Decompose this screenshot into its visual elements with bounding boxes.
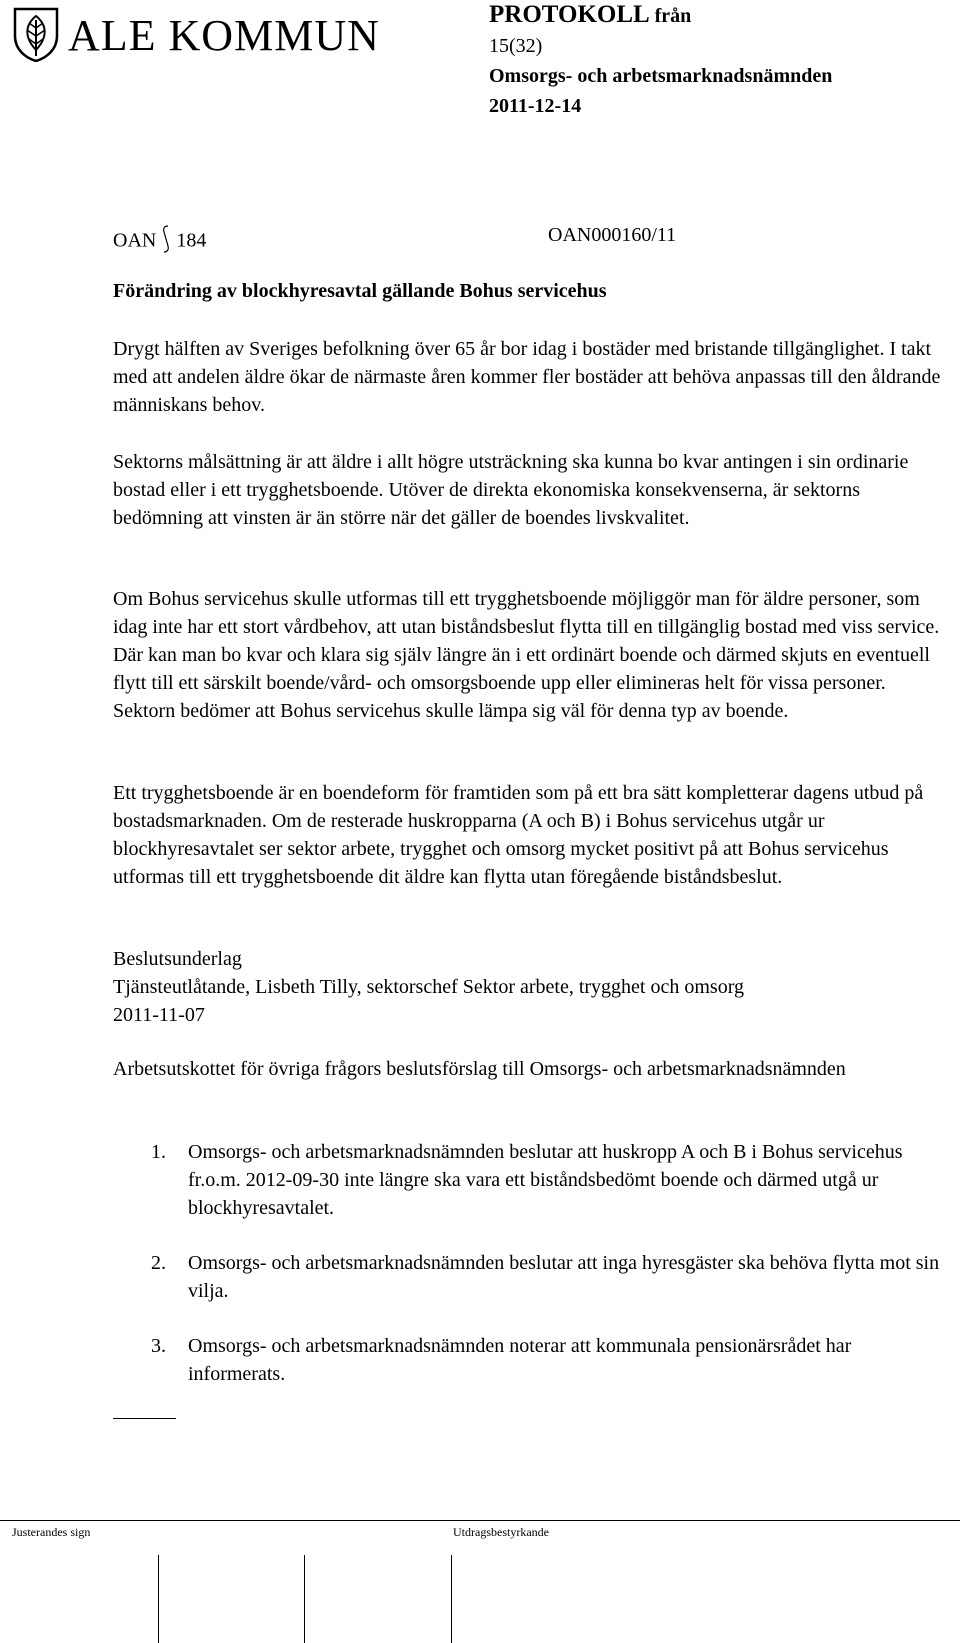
body-paragraph: Drygt hälften av Sveriges befolkning över 65 år bor idag i bostäder med bristande tillgänglighet. I takt med att andelen äldre ökar de närmaste åren kommer fler bostäder att behöva anpassas till den åldrande människans behov. (113, 338, 941, 416)
protocol-word: PROTOKOLL (489, 1, 649, 28)
paragraph-sign-icon (161, 224, 171, 260)
list-item (113, 1332, 943, 1388)
list-number: 1. (151, 1141, 166, 1163)
signature-box-divider (451, 1555, 452, 1643)
signature-box-divider (304, 1555, 305, 1643)
ref-prefix: OAN (113, 229, 157, 252)
list-number: 3. (151, 1335, 166, 1357)
diary-number: OAN000160/11 (548, 224, 677, 246)
leaf-shield-icon (12, 6, 60, 62)
proposal-intro: Arbetsutskottet för övriga frågors beslutsförslag till Omsorgs- och arbetsmarknadsnämnden (113, 1058, 846, 1080)
footer-rule (0, 1520, 960, 1521)
committee-name: Omsorgs- och arbetsmarknadsnämnden (489, 65, 833, 87)
meeting-date: 2011-12-14 (489, 95, 582, 117)
protocol-header (489, 0, 832, 121)
body-paragraph: Sektorns målsättning är att äldre i allt högre utsträckning ska kunna bo kvar antingen i sin ordinarie bostad eller i ett trygghetsboende. Utöver de direkta ekonomiska konsekvenserna, är sektorns bedömning att vinsten är än större när det gäller de boendes livskvalitet. (113, 451, 909, 529)
brand-name: ALE KOMMUN (68, 11, 380, 60)
basis-heading: Beslutsunderlag (113, 948, 242, 970)
list-number: 2. (151, 1252, 166, 1274)
case-title: Förändring av blockhyresavtal gällande Bohus servicehus (113, 280, 607, 302)
page-number: 15(32) (489, 35, 543, 57)
extract-label: Utdragsbestyrkande (453, 1525, 549, 1539)
basis-document-date: 2011-11-07 (113, 1004, 205, 1026)
case-reference (113, 224, 206, 260)
body-paragraph: Ett trygghetsboende är en boendeform för framtiden som på ett bra sätt kompletterar dagens utbud på bostadsmarknaden. Om de resterade huskropparna (A och B) i Bohus servicehus utgår ur blockhyresavtalet ser sektor arbete, trygghet och omsorg mycket positivt på att Bohus servicehus utformas till ett trygghetsboende dit äldre kan flytta utan föregående biståndsbeslut. (113, 782, 924, 888)
basis-document: Tjänsteutlåtande, Lisbeth Tilly, sektorschef Sektor arbete, trygghet och omsorg (113, 976, 744, 998)
signature-box-divider (158, 1555, 159, 1643)
list-text: Omsorgs- och arbetsmarknadsnämnden beslutar att huskropp A och B i Bohus servicehus fr.o.m. 2012-09-30 inte längre ska vara ett biståndsbedömt boende och därmed utgå ur blockhyresavtalet. (188, 1141, 903, 1219)
body-paragraph: Om Bohus servicehus skulle utformas till ett trygghetsboende möjliggör man för äldre personer, som idag inte har ett stort vårdbehov, att utan biståndsbeslut flytta till en tillgänglig bostad med viss service. Där kan man bo kvar och klara sig själv längre än i ett ordinärt boende och därmed skjuts en eventuell flytt till ett särskilt boende/vård- och omsorgsboende upp eller elimineras helt för vissa personer. Sektorn bedömer att Bohus servicehus skulle lämpa sig väl för denna typ av boende. (113, 588, 940, 722)
list-item (113, 1138, 943, 1222)
signature-label: Justerandes sign (12, 1525, 91, 1539)
section-end-rule (113, 1418, 176, 1419)
list-item (113, 1249, 943, 1305)
list-text: Omsorgs- och arbetsmarknadsnämnden noterar att kommunala pensionärsrådet har informerats. (188, 1335, 852, 1385)
decision-basis (113, 945, 943, 1029)
decision-list (113, 1138, 943, 1415)
protocol-from: från (654, 5, 692, 27)
list-text: Omsorgs- och arbetsmarknadsnämnden beslutar att inga hyresgäster ska behöva flytta mot sin vilja. (188, 1252, 940, 1302)
ref-number: 184 (176, 229, 207, 252)
municipality-logo (12, 6, 60, 62)
protocol-title (489, 0, 832, 31)
